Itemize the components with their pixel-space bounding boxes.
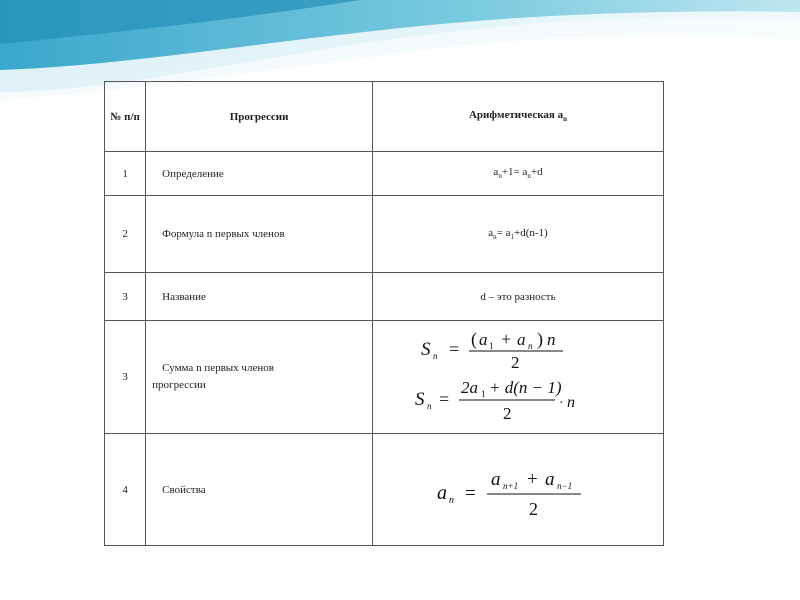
row-value: d – это разность [373,273,664,321]
formula-sub: 1 [510,233,515,242]
formula-part: +d [530,166,543,179]
header-arithmetic-sub: n [563,115,567,124]
row-label [146,152,373,196]
sum-formula [373,323,663,431]
sum2-lhs-sub: n [427,401,432,411]
formula-part: +d(n-1) [514,226,548,239]
formula-part: a [493,166,499,179]
prop-eq: = [465,482,476,504]
formula-part: = a [496,226,511,239]
sum-formula-2 [415,378,575,423]
header-progressions-text: Прогрессии [229,110,289,123]
row-label-text [152,360,274,394]
row-label [146,321,373,434]
sum2-num-a-sub: 1 [481,389,486,399]
header-arithmetic [373,82,664,152]
header-num-text: № п/п [110,110,140,123]
row-num: 4 [105,434,146,546]
prop-lhs-sub: n [449,494,454,506]
prop-a-prev: a [545,468,555,490]
sum1-lhs-sub: n [433,351,438,361]
table-header-row [105,82,664,152]
sum1-n: n [547,330,556,349]
sum2-lhs: S [415,389,425,410]
table-row [105,321,664,434]
row-label-text: Название [162,290,206,303]
row-value [373,434,664,546]
header-arithmetic-text: Арифметическая a [468,109,564,122]
prop-a-next-sub: n+1 [503,480,519,491]
sum1-lhs: S [421,339,431,360]
prop-lhs: a [437,481,447,504]
formula-part: +1= a [501,166,528,179]
row-num: 1 [105,152,146,196]
sum1-a1: a [479,330,488,349]
row-label [146,434,373,546]
table-row [105,434,664,546]
row-label-line1: Сумма n первых членов [162,362,274,374]
formula-part: a [488,226,494,239]
row-label [146,273,373,321]
sum2-num-a: 2a [461,378,478,397]
table-row [105,196,664,273]
sum1-close: ) [537,329,543,349]
table-row [105,152,664,196]
row-label-text: Свойства [162,483,206,496]
row-num: 3 [105,273,146,321]
sum1-an-sub: n [528,341,533,351]
sum1-den: 2 [511,353,520,372]
row-value [373,321,664,434]
row-value [373,152,664,196]
sum2-dot: · [559,396,564,411]
prop-a-prev-sub: n−1 [557,480,573,491]
sum2-eq: = [439,389,450,409]
sum1-plus: + [501,329,512,349]
table-row [105,273,664,321]
row-label-text: Формула n первых членов [162,228,285,240]
formula-sub: n [493,233,497,242]
sum2-n: n [567,394,575,411]
property-formula [373,455,663,525]
prop-den: 2 [529,498,538,519]
prop-plus: + [527,468,538,490]
sum-formula-1 [421,329,563,372]
row-num: 2 [105,196,146,273]
row-num: 3 [105,321,146,434]
row-label [146,196,373,273]
row-label-text: Определение [162,167,224,180]
formula-sub: n [527,172,531,181]
sum1-eq: = [449,339,460,359]
sum2-num-rest: + d(n − 1) [489,378,562,397]
header-progressions [146,82,373,152]
progression-table [104,81,664,546]
sum1-a1-sub: 1 [489,341,494,351]
sum2-den: 2 [503,404,512,423]
row-value [373,196,664,273]
row-label-line2: прогрессии [152,379,206,391]
sum1-an: a [517,330,526,349]
prop-a-next: a [491,468,501,490]
formula-sub: n [498,172,502,181]
header-num [105,82,146,152]
sum1-open: ( [471,329,477,349]
